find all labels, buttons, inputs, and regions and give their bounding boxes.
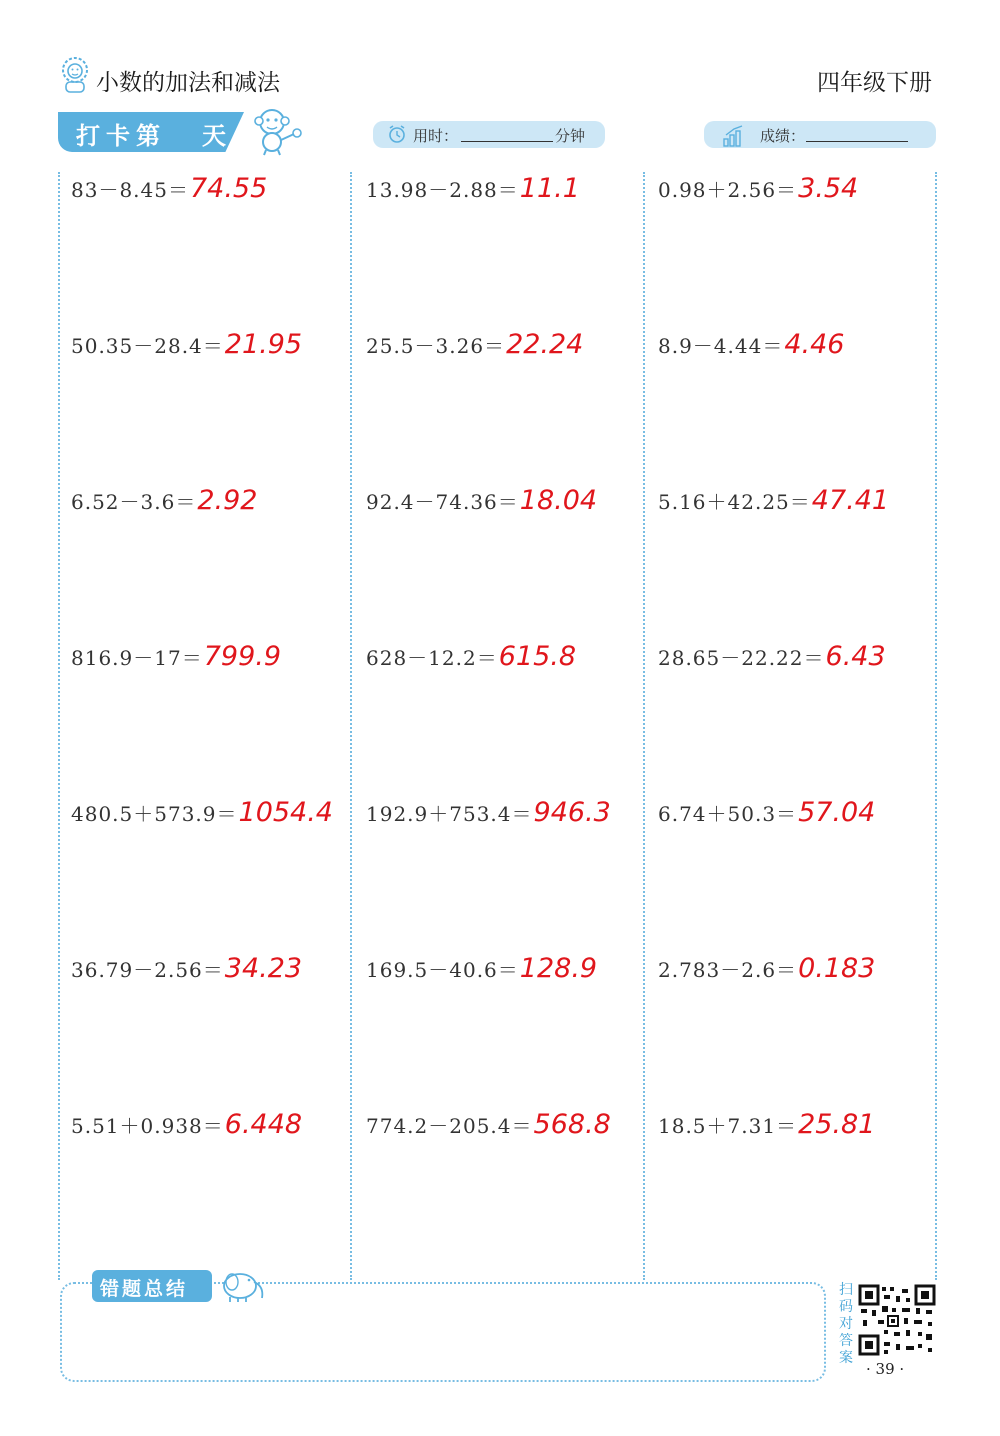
problem: 0.98＋2.56＝3.54: [658, 173, 859, 204]
problem: 480.5＋573.9＝1054.4: [71, 797, 333, 828]
alarm-clock-icon: [387, 124, 407, 144]
time-unit: 分钟: [555, 127, 586, 145]
handwritten-answer: 21.95: [224, 329, 303, 360]
problem: 5.16＋42.25＝47.41: [658, 485, 890, 516]
problem: 6.52－3.6＝2.92: [71, 485, 258, 516]
column-divider-2: [643, 172, 645, 1280]
problem: 6.74＋50.3＝57.04: [658, 797, 876, 828]
problem: 28.65－22.22＝6.43: [658, 641, 886, 672]
handwritten-answer: 47.41: [811, 485, 890, 516]
problem: 816.9－17＝799.9: [71, 641, 282, 672]
problem: 192.9＋753.4＝946.3: [366, 797, 611, 828]
problem: 36.79－2.56＝34.23: [71, 953, 303, 984]
monkey-icon: [248, 104, 304, 156]
problem: 13.98－2.88＝11.1: [366, 173, 580, 204]
problem: 5.51＋0.938＝6.448: [71, 1109, 303, 1140]
handwritten-answer: 3.54: [798, 173, 859, 204]
qr-caption: 扫码对答案: [839, 1282, 853, 1366]
grade-label: 四年级下册: [817, 70, 932, 96]
elephant-icon: [214, 1264, 270, 1304]
time-input-line[interactable]: [461, 141, 553, 142]
problem: 50.35－28.4＝21.95: [71, 329, 303, 360]
handwritten-answer: 25.81: [798, 1109, 876, 1140]
handwritten-answer: 6.448: [224, 1109, 303, 1140]
handwritten-answer: 6.43: [825, 641, 886, 672]
problem: 25.5－3.26＝22.24: [366, 329, 584, 360]
time-field: [373, 121, 605, 148]
error-summary-label: 错题总结: [100, 1278, 189, 1300]
lion-logo-icon: [58, 56, 92, 94]
handwritten-answer: 18.04: [519, 485, 598, 516]
handwritten-answer: 946.3: [533, 797, 611, 828]
handwritten-answer: 34.23: [224, 953, 303, 984]
checkin-day-label: 天: [202, 122, 226, 150]
time-label: 用时：: [413, 127, 459, 145]
problem: 8.9－4.44＝4.46: [658, 329, 845, 360]
handwritten-answer: 22.24: [506, 329, 584, 360]
problem: 92.4－74.36＝18.04: [366, 485, 598, 516]
problem: 83－8.45＝74.55: [71, 173, 268, 204]
handwritten-answer: 1054.4: [238, 797, 333, 828]
handwritten-answer: 74.55: [189, 173, 268, 204]
column-divider-1: [350, 172, 352, 1280]
handwritten-answer: 615.8: [498, 641, 577, 672]
problem: 2.783－2.6＝0.183: [658, 953, 876, 984]
page-number: · 39 ·: [866, 1360, 905, 1378]
problem: 18.5＋7.31＝25.81: [658, 1109, 876, 1140]
problem: 774.2－205.4＝568.8: [366, 1109, 611, 1140]
handwritten-answer: 568.8: [533, 1109, 611, 1140]
score-field: [704, 121, 936, 148]
bar-chart-icon: [722, 123, 748, 147]
handwritten-answer: 4.46: [784, 329, 845, 360]
handwritten-answer: 128.9: [519, 953, 598, 984]
score-label: 成绩：: [760, 127, 806, 145]
checkin-label: 打卡第: [76, 122, 166, 150]
page-title: 小数的加法和减法: [96, 70, 280, 96]
qr-code-icon[interactable]: [858, 1284, 936, 1356]
handwritten-answer: 799.9: [203, 641, 282, 672]
handwritten-answer: 0.183: [798, 953, 876, 984]
column-divider-right: [935, 172, 937, 1280]
problem: 628－12.2＝615.8: [366, 641, 577, 672]
problem: 169.5－40.6＝128.9: [366, 953, 598, 984]
handwritten-answer: 57.04: [798, 797, 876, 828]
handwritten-answer: 2.92: [197, 485, 258, 516]
handwritten-answer: 11.1: [519, 173, 580, 204]
score-input-line[interactable]: [806, 141, 908, 142]
column-divider-left: [58, 172, 60, 1280]
